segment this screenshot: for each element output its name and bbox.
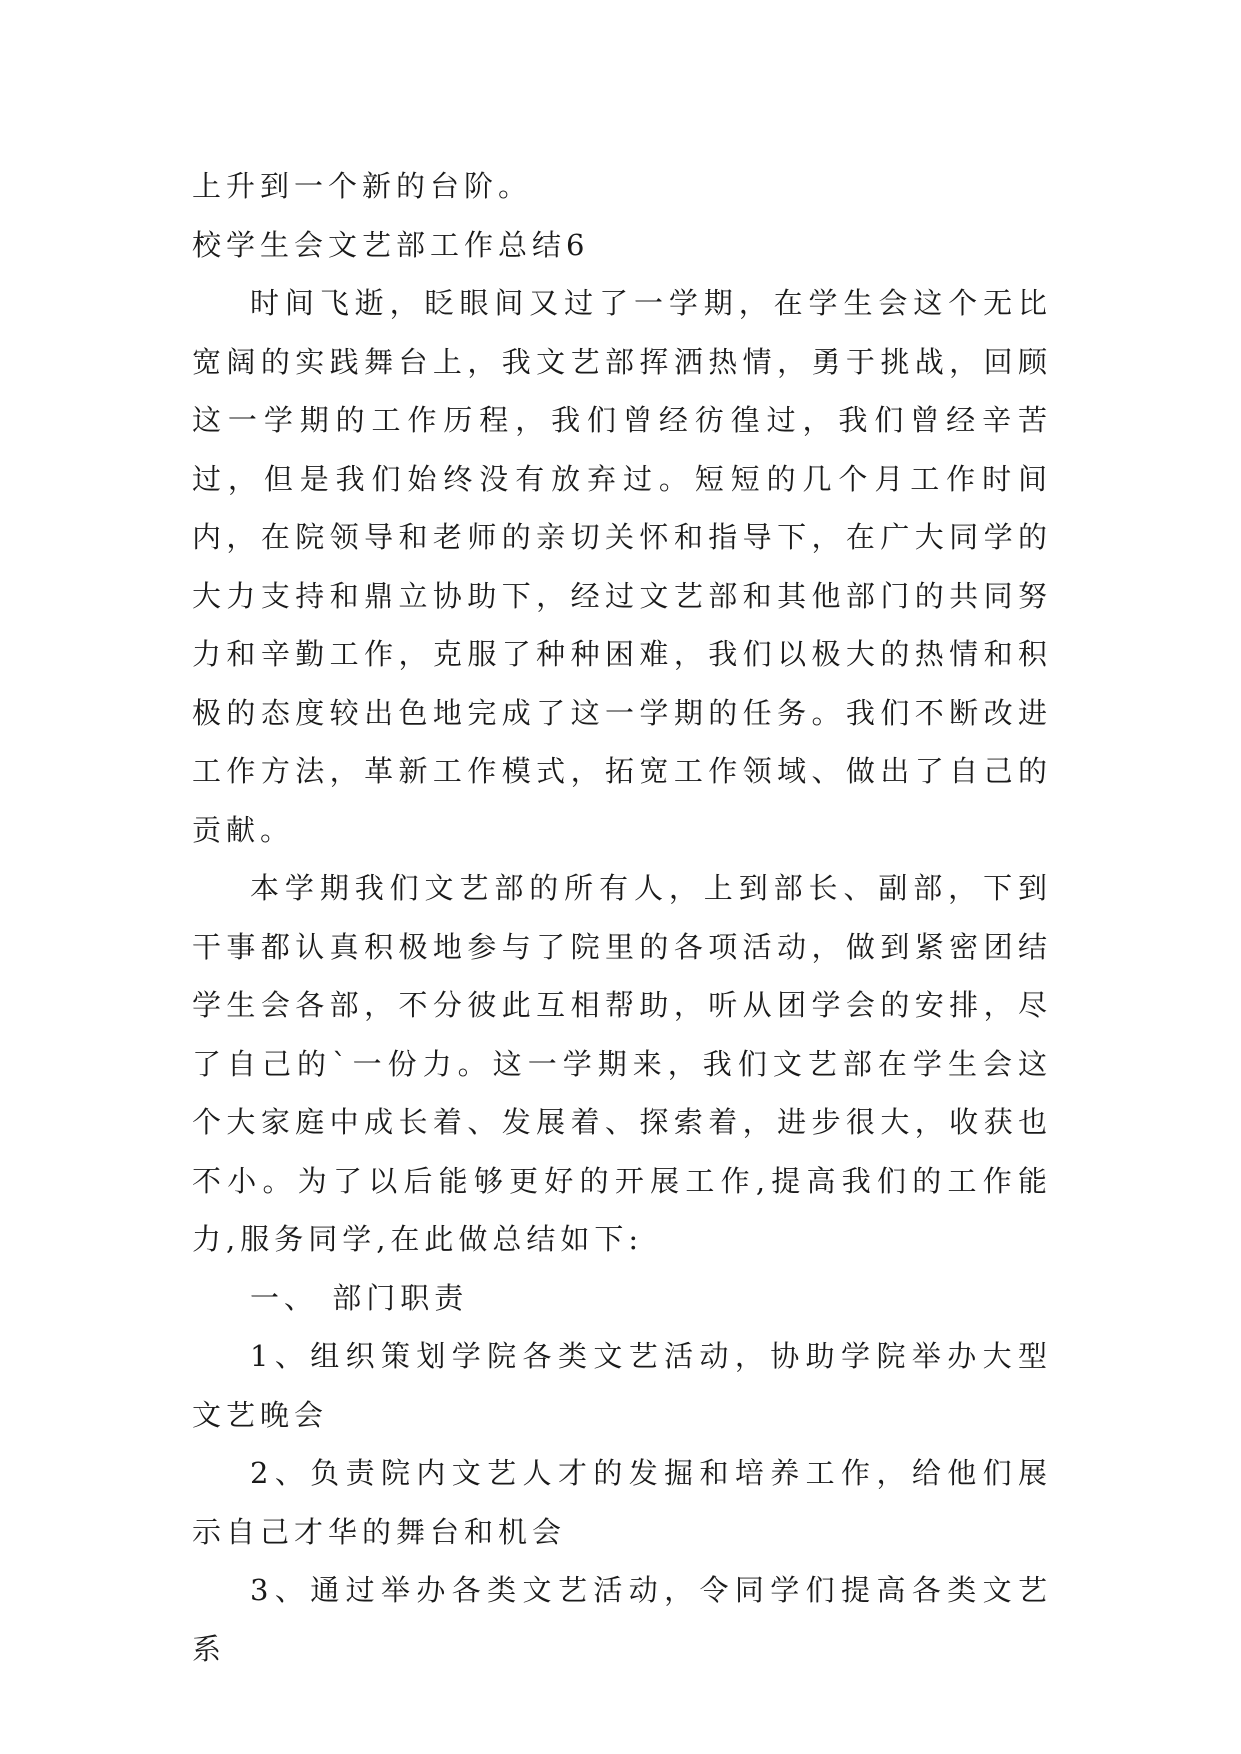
paragraph-summary: 本学期我们文艺部的所有人，上到部长、副部，下到干事都认真积极地参与了院里的各项活动，做到紧密团结学生会各部，不分彼此互相帮助，听从团学会的安排，尽了自己的`一份力。这一学期来，我们文艺部在学生会这个大家庭中成长着、发展着、探索着，进步很大，收获也不小。为了以后能够更好的开展工作,提高我们的工作能力,服务同学,在此做总结如下:: [192, 871, 1052, 1256]
list-item: 3、通过举办各类文艺活动，令同学们提高各类文艺系: [192, 1573, 1052, 1666]
list-item: 1、组织策划学院各类文艺活动，协助学院举办大型文艺晚会: [192, 1339, 1052, 1432]
paragraph-intro: 时间飞逝，眨眼间又过了一学期，在学生会这个无比宽阔的实践舞台上，我文艺部挥洒热情，勇于挑战，回顾这一学期的工作历程，我们曾经彷徨过，我们曾经辛苦过，但是我们始终没有放弃过。短短的几个月工作时间内，在院领导和老师的亲切关怀和指导下，在广大同学的大力支持和鼎立协助下，经过文艺部和其他部门的共同努力和辛勤工作，克服了种种困难，我们以极大的热情和积极的态度较出色地完成了这一学期的任务。我们不断改进工作方法，革新工作模式，拓宽工作领域、做出了自己的贡献。: [192, 286, 1052, 847]
list-item: 2、负责院内文艺人才的发掘和培养工作，给他们展示自己才华的舞台和机会: [192, 1456, 1052, 1549]
paragraph-continuation: 上升到一个新的台阶。: [192, 169, 533, 203]
document-body: [192, 157, 1052, 1678]
subheading-department-duties: 一、 部门职责: [250, 1280, 469, 1315]
section-heading: 校学生会文艺部工作总结6: [192, 227, 590, 262]
